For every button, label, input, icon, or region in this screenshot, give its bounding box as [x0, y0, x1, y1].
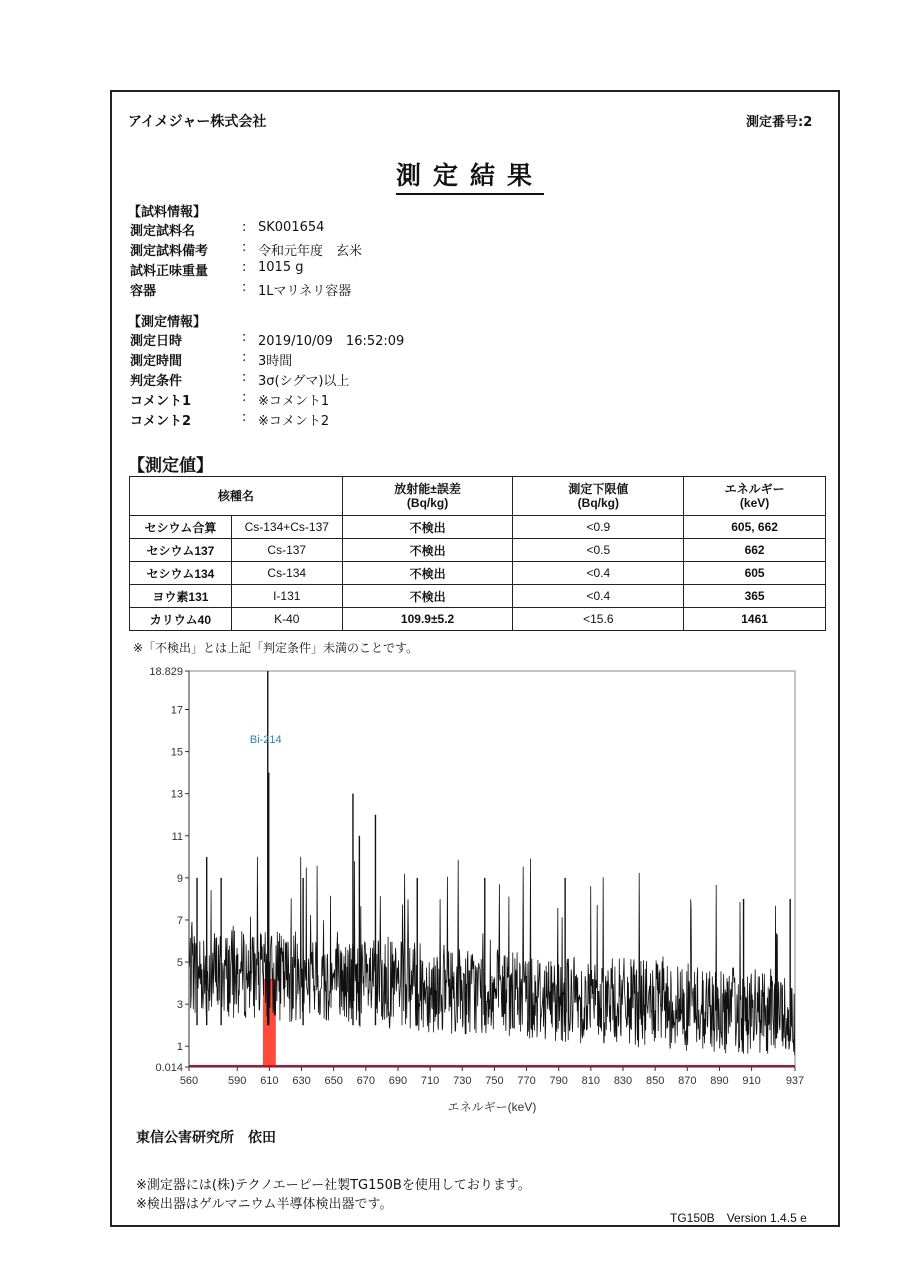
- y-tick-label: 7: [176, 914, 183, 927]
- info-colon: :: [242, 280, 247, 295]
- table-row: [130, 516, 826, 539]
- energy-header: [684, 477, 826, 516]
- datetime-label: 測定日時: [130, 334, 183, 349]
- limit-header-unit: (Bq/kg): [577, 496, 619, 510]
- x-tick-label: 750: [485, 1075, 504, 1087]
- limit-header: [513, 477, 684, 516]
- sample-remarks-value: 令和元年度 玄米: [258, 244, 363, 259]
- sample-info-heading: 【試料情報】: [128, 205, 207, 220]
- sample-weight-value: 1015 g: [258, 260, 304, 275]
- sample-name-value: SK001654: [258, 220, 325, 235]
- spectrum-chart: [130, 660, 820, 1120]
- activity-header-label: 放射能±誤差: [394, 482, 461, 496]
- y-tick-label: 5: [176, 957, 183, 970]
- y-tick-label: 0.014: [155, 1062, 183, 1074]
- criteria-value: 3σ(シグマ)以上: [258, 374, 350, 389]
- x-tick-label: 850: [645, 1075, 665, 1087]
- comment1-label: コメント1: [130, 394, 192, 409]
- x-tick-label: 710: [420, 1075, 440, 1087]
- nuclide-header: 核種名: [130, 477, 343, 516]
- nuclide-symbol: Cs-134: [231, 562, 342, 585]
- x-tick-label: 630: [292, 1075, 311, 1087]
- duration-label: 測定時間: [130, 354, 183, 369]
- info-colon: :: [242, 370, 247, 385]
- comment2-label: コメント2: [130, 414, 192, 429]
- container-label: 容器: [130, 284, 157, 299]
- activity-header: [342, 477, 513, 516]
- sample-weight-label: 試料正味重量: [130, 264, 209, 279]
- x-tick-label: 910: [742, 1075, 761, 1087]
- energy-header-label: エネルギー: [724, 482, 785, 496]
- info-colon: :: [242, 350, 247, 365]
- energy-value: 1461: [684, 608, 826, 631]
- table-row: [130, 562, 826, 585]
- x-tick-label: 560: [179, 1075, 199, 1087]
- x-tick-label: 870: [678, 1075, 697, 1087]
- x-tick-label: 670: [356, 1075, 375, 1087]
- spectrum-series: [189, 857, 795, 1055]
- limit-header-label: 測定下限値: [568, 482, 629, 496]
- x-tick-label: 690: [388, 1075, 408, 1087]
- footer-note-instrument: ※測定器には(株)テクノエーピー社製TG150Bを使用しております。: [136, 1178, 531, 1193]
- results-heading: 【測定値】: [128, 456, 213, 476]
- x-tick-label: 650: [324, 1075, 343, 1087]
- measurement-number: 測定番号:2: [746, 115, 813, 130]
- info-colon: :: [242, 220, 247, 235]
- activity-value: 不検出: [342, 516, 513, 539]
- nuclide-name: セシウム137: [130, 539, 232, 562]
- nuclide-name: カリウム40: [130, 608, 232, 631]
- y-tick-label: 18.829: [149, 666, 183, 678]
- info-colon: :: [242, 240, 247, 255]
- energy-value: 365: [684, 585, 826, 608]
- y-tick-label: 17: [170, 704, 183, 717]
- info-colon: :: [242, 260, 247, 275]
- x-tick-label: 937: [785, 1075, 805, 1087]
- activity-value: 不検出: [342, 585, 513, 608]
- activity-header-unit: (Bq/kg): [406, 496, 449, 510]
- y-tick-label: 1: [176, 1041, 183, 1054]
- y-tick-label: 13: [170, 788, 183, 801]
- container-value: 1Lマリネリ容器: [258, 284, 352, 299]
- x-tick-label: 810: [581, 1075, 601, 1087]
- bi-214-annotation: Bi-214: [249, 734, 282, 747]
- results-table: [129, 476, 826, 631]
- nuclide-symbol: K-40: [231, 608, 342, 631]
- info-colon: :: [242, 410, 247, 425]
- x-tick-label: 610: [260, 1075, 279, 1087]
- nuclide-name: セシウム134: [130, 562, 232, 585]
- energy-value: 662: [684, 539, 826, 562]
- limit-value: <0.9: [513, 516, 684, 539]
- sample-name-label: 測定試料名: [130, 224, 196, 239]
- activity-value: 不検出: [342, 539, 513, 562]
- energy-value: 605: [684, 562, 826, 585]
- table-row: [130, 539, 826, 562]
- limit-value: <0.4: [513, 585, 684, 608]
- x-tick-label: 890: [710, 1075, 729, 1087]
- activity-value: 不検出: [342, 562, 513, 585]
- x-tick-label: 590: [228, 1075, 247, 1087]
- nuclide-symbol: I-131: [231, 585, 342, 608]
- criteria-label: 判定条件: [130, 374, 183, 389]
- comment1-value: ※コメント1: [258, 394, 330, 409]
- y-tick-label: 15: [170, 746, 183, 759]
- limit-value: <0.4: [513, 562, 684, 585]
- table-row: [130, 585, 826, 608]
- nuclide-symbol: Cs-134+Cs-137: [231, 516, 342, 539]
- x-axis-title: エネルギー(keV): [447, 1100, 537, 1114]
- x-tick-label: 790: [549, 1075, 568, 1087]
- laboratory-name: 東信公害研究所 依田: [136, 1130, 276, 1146]
- energy-value: 605, 662: [684, 516, 826, 539]
- results-note: ※「不検出」とは上記「判定条件」未満のことです。: [133, 641, 419, 655]
- nuclide-symbol: Cs-137: [231, 539, 342, 562]
- x-tick-label: 730: [453, 1075, 472, 1087]
- page-title: 測定結果: [396, 156, 544, 195]
- info-colon: :: [242, 330, 247, 345]
- x-tick-label: 830: [613, 1075, 633, 1087]
- activity-value: 109.9±5.2: [342, 608, 513, 631]
- y-tick-label: 9: [176, 872, 183, 885]
- footer-note-detector: ※検出器はゲルマニウム半導体検出器です。: [136, 1197, 393, 1212]
- table-row: [130, 608, 826, 631]
- info-colon: :: [242, 390, 247, 405]
- measurement-info-heading: 【測定情報】: [128, 315, 207, 330]
- limit-value: <15.6: [513, 608, 684, 631]
- results-header-row: [130, 477, 826, 516]
- nuclide-name: ヨウ素131: [130, 585, 232, 608]
- datetime-value: 2019/10/09 16:52:09: [258, 334, 405, 349]
- company-name: アイメジャー株式会社: [128, 114, 267, 130]
- software-version: TG150B Version 1.4.5 e: [670, 1211, 807, 1225]
- y-tick-label: 3: [176, 999, 183, 1012]
- y-tick-label: 11: [171, 830, 183, 843]
- duration-value: 3時間: [258, 354, 293, 369]
- energy-header-unit: (keV): [739, 496, 770, 510]
- sample-remarks-label: 測定試料備考: [130, 244, 209, 259]
- comment2-value: ※コメント2: [258, 414, 330, 429]
- x-tick-label: 770: [517, 1075, 536, 1087]
- nuclide-name: セシウム合算: [130, 516, 232, 539]
- limit-value: <0.5: [513, 539, 684, 562]
